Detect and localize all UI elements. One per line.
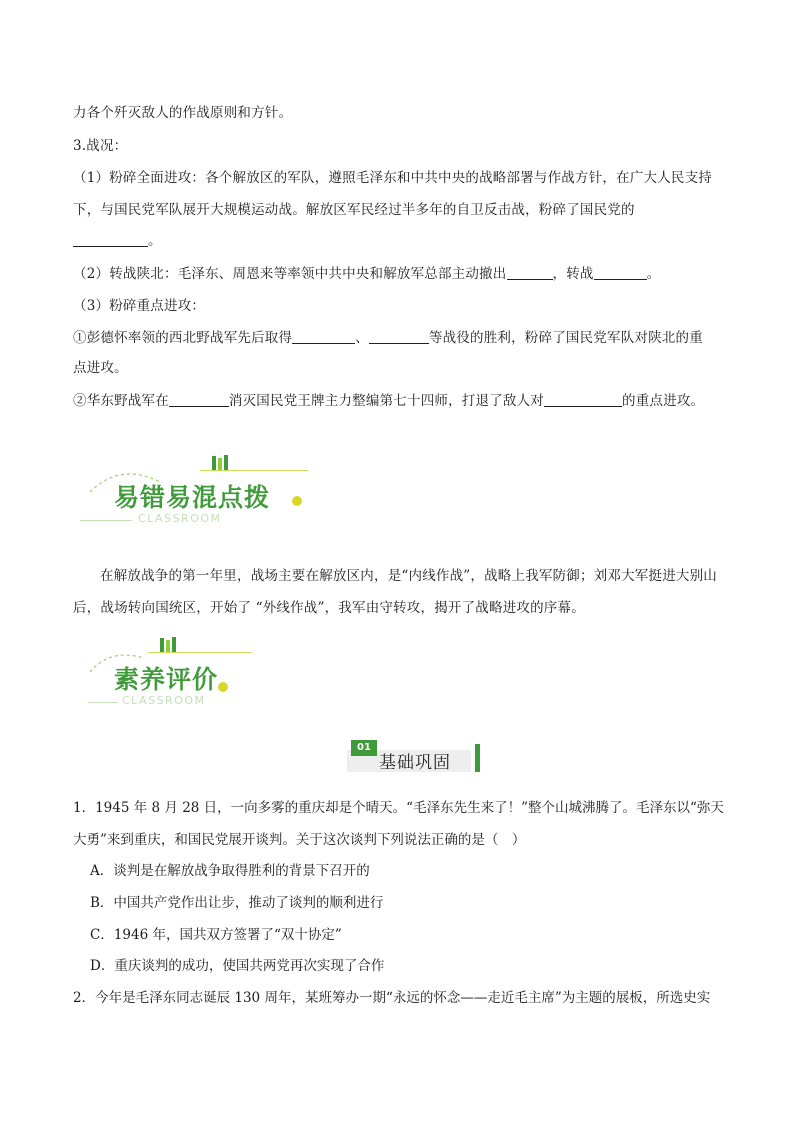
section-tag-basic bbox=[347, 740, 483, 774]
fill-blank[interactable] bbox=[73, 232, 148, 247]
question-1-line: 大勇”来到重庆，和国民党展开谈判。关于这次谈判下列说法正确的是（ ） bbox=[73, 832, 526, 848]
section-banner-evaluation bbox=[80, 634, 320, 714]
paragraph-line: ①彭德怀率领的西北野战军先后取得 、 等战役的胜利，粉碎了国民党军队对陕北的重 bbox=[73, 330, 703, 346]
tag-label: 基础巩固 bbox=[379, 753, 451, 773]
fill-blank[interactable] bbox=[594, 265, 647, 280]
question-1-line: 1．1945 年 8 月 28 日，一向多雾的重庆却是个晴天。“毛泽东先生来了！”整个山城沸腾了。毛泽东以“弥天 bbox=[73, 800, 724, 816]
fill-blank[interactable] bbox=[292, 329, 355, 344]
fill-blank[interactable] bbox=[507, 265, 553, 280]
banner-subtitle: CLASSROOM bbox=[122, 694, 206, 707]
tip-line: 在解放战争的第一年里，战场主要在解放区内，是“内线作战”，战略上我军防御；刘邓大军挺进大别山 bbox=[100, 568, 718, 584]
paragraph-line: （1）粉碎全面进攻：各个解放区的军队，遵照毛泽东和中共中央的战略部署与作战方针，在广大人民支持 bbox=[73, 170, 712, 186]
fill-blank[interactable] bbox=[544, 392, 622, 407]
tag-bar bbox=[475, 744, 480, 772]
banner-subtitle: CLASSROOM bbox=[138, 512, 222, 525]
question-2-line: 2．今年是毛泽东同志诞辰 130 周年，某班筹办一期“永远的怀念——走近毛主席”为主题的展板，所选史实 bbox=[73, 990, 711, 1006]
banner-topline bbox=[148, 652, 252, 653]
banner-subline bbox=[80, 520, 132, 521]
intro-line: 力各个歼灭敌人的作战原则和方针。 bbox=[73, 105, 293, 121]
section-heading: 3.战况： bbox=[73, 138, 128, 154]
option-c[interactable]: C．1946 年，国共双方签署了“双十协定” bbox=[90, 927, 342, 943]
tip-line: 后，战场转向国统区，开始了 “外线作战”，我军由守转攻，揭开了战略进攻的序幕。 bbox=[73, 600, 585, 616]
paragraph-line: 。 bbox=[73, 229, 162, 249]
paragraph-line: 点进攻。 bbox=[73, 360, 128, 376]
banner-dot bbox=[218, 682, 228, 692]
banner-title: 素养评价 bbox=[114, 665, 219, 694]
fill-blank[interactable] bbox=[169, 392, 229, 407]
banner-topline bbox=[200, 470, 308, 471]
section-banner-mistakes bbox=[80, 452, 320, 532]
fill-blank[interactable] bbox=[369, 329, 429, 344]
option-d[interactable]: D．重庆谈判的成功，使国共两党再次实现了合作 bbox=[90, 958, 385, 974]
banner-dot bbox=[292, 496, 302, 506]
option-b[interactable]: B．中国共产党作出让步，推动了谈判的顺利进行 bbox=[90, 895, 384, 911]
paragraph-line: 下，与国民党军队展开大规模运动战。解放区军民经过半多年的自卫反击战，粉碎了国民党的 bbox=[73, 202, 635, 218]
paragraph-line: （2）转战陕北：毛泽东、周恩来等率领中共中央和解放军总部主动撤出 ，转战 。 bbox=[73, 266, 661, 282]
paragraph-line: ②华东野战军在 消灭国民党王牌主力整编第七十四师，打退了敌人对 的重点进攻。 bbox=[73, 393, 705, 409]
paragraph-line: （3）粉碎重点进攻： bbox=[73, 298, 206, 314]
option-a[interactable]: A．谈判是在解放战争取得胜利的背景下召开的 bbox=[90, 863, 370, 879]
banner-title: 易错易混点拨 bbox=[114, 483, 271, 512]
tag-number: 01 bbox=[351, 740, 377, 756]
banner-subline bbox=[88, 702, 118, 703]
